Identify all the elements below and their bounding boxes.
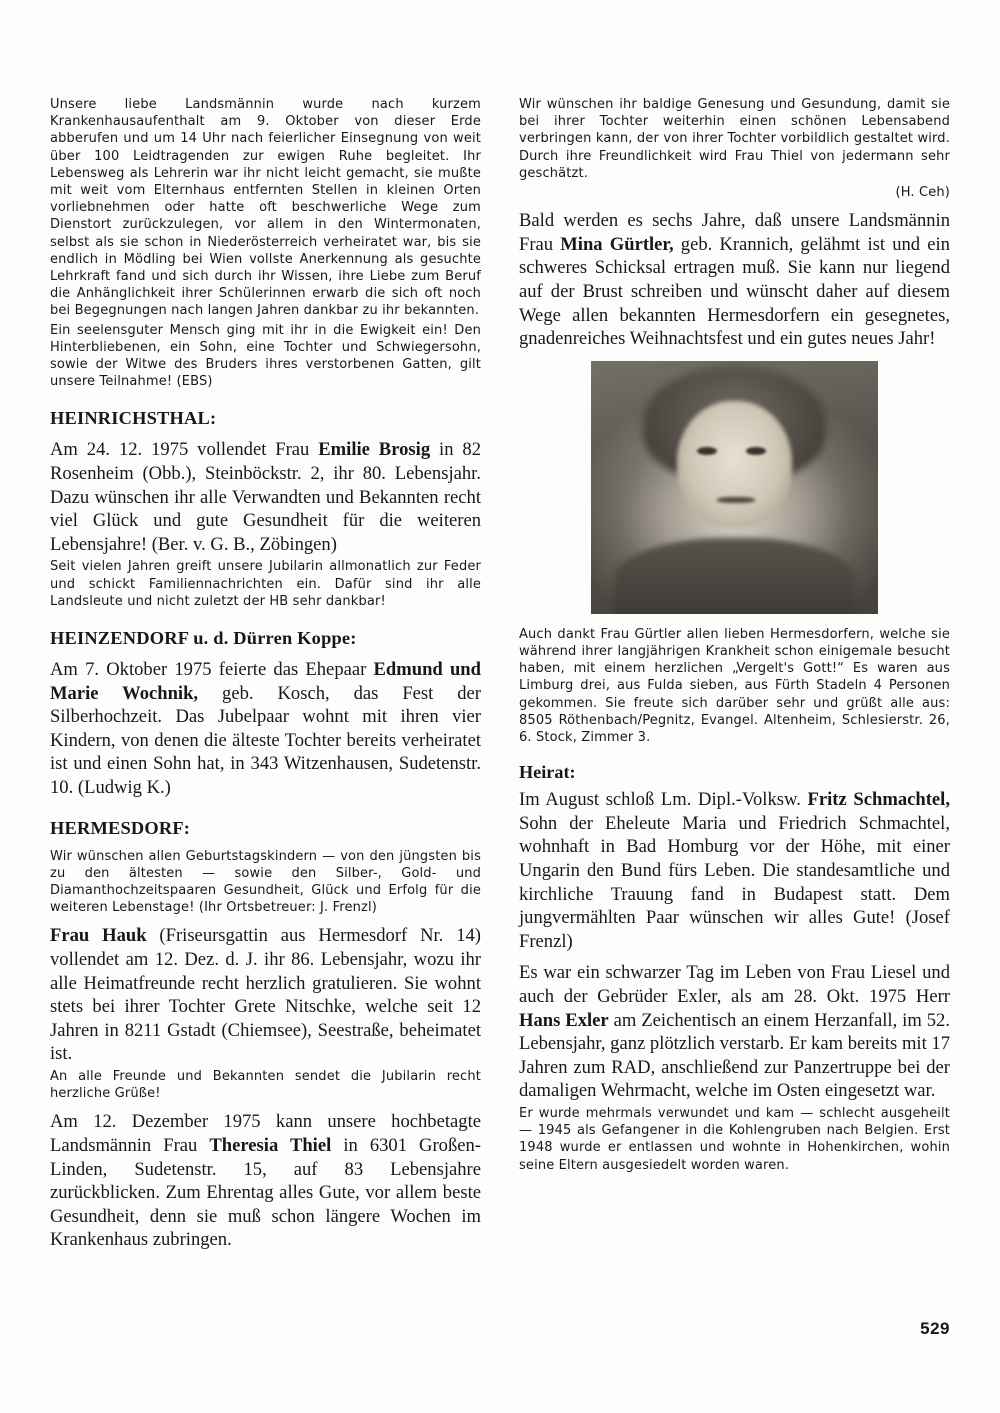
hauk-text: (Friseursgattin aus Hermesdorf Nr. 14) vollendet am 12. Dez. d. J. ihr 86. Lebensjahr, wozu ihr alle Heimatfreunde recht herzlich gratulieren. Sie wohnt stets bei ihrer Tochter Grete Nitschke, welche seit 12 Jahren in 8211 Gstadt (Chiemsee), Seestraße, beheimatet ist. xyxy=(50,925,481,1065)
guertler-note: Auch dankt Frau Gürtler allen lieben Hermesdorfern, welche sie während ihrer langjährigen Krankheit schon einigemale besucht haben, mit einem herzlichen „Vergelt's Gott!“ Es waren aus Limburg drei, aus Fulda sieben, aus Fürth Stadeln 4 Personen gekommen. Sie freute sich darüber sehr und grüßt alle aus: 8505 Röthenbach/Pegnitz, Evangel. Altenheim, Schlesierstr. 26, 6. Stock, Zimmer 3. xyxy=(519,626,950,745)
thiel-paragraph xyxy=(50,1110,481,1252)
brosig-name: Emilie Brosig xyxy=(318,439,431,461)
brosig-text-after: in 82 Rosenheim (Obb.), Steinböckstr. 2, ihr 80. Lebensjahr. Dazu wünschen ihr alle Verwandten und Bekannten recht viel Glück und gute Gesundheit für die weiteren Lebensjahre! (Ber. v. G. B., Zöbingen) xyxy=(50,439,481,555)
wochnik-paragraph xyxy=(50,658,481,800)
exler-name: Hans Exler xyxy=(519,1009,609,1031)
thiel-text-before: Am 12. Dezember 1975 kann unsere hochbetagte Landsmännin Frau xyxy=(50,1111,481,1156)
thiel-signature: (H. Ceh) xyxy=(895,185,950,201)
obituary-intro-paragraph: Unsere liebe Landsmännin wurde nach kurzem Krankenhausaufenthalt am 9. Oktober von dieser Erde abberufen und um 14 Uhr nach feierlicher Einsegnung von weit über 100 Leidtragenden zur ewigen Ruhe begleitet. Ihr Lebensweg als Lehrerin war ihr nicht leicht gemacht, sie mußte mit weit vom Elternhaus entfernten Stellen in kleinen Orten vorliebnehmen oder hatte oft beschwerliche Wege zum Dienstort zurückzulegen, vor allem in den Wintermonaten, selbst als sie schon in Niederösterreich verheiratet war, bis sie endlich in Mödling bei Wien vollste Anerkennung als gesuchte Lehrkraft fand und sich durch ihr Wissen, ihre Liebe zum Beruf die Anhänglichkeit ihrer Schülerinnen erwarb die sich oft noch bei Begegnungen nach langen Jahren dankbar zu ihr bekannten. xyxy=(50,97,481,319)
section-heading-heinrichsthal: HEINRICHSTHAL: xyxy=(50,408,217,429)
two-column-body xyxy=(50,96,950,1254)
thiel-text-after: in 6301 Großen-Linden, Sudetenstr. 15, auf 83 Lebensjahre zurückblicken. Zum Ehrentag alles Gute, vor allem beste Gesundheit, denn sie muß schon längere Wochen im Krankenhaus zubringen. xyxy=(50,1134,481,1251)
exler-note: Er wurde mehrmals verwundet und kam — schlecht ausgeheilt — 1945 als Gefangener in die Kohlengruben nach Belgien. Erst 1948 wurde er entlassen und wohnte in Hohenkirchen, wohin seine Eltern ausgesiedelt worden waren. xyxy=(519,1105,950,1173)
thiel-name: Theresia Thiel xyxy=(209,1134,332,1156)
obituary-close-paragraph: Ein seelensguter Mensch ging mit ihr in die Ewigkeit ein! Den Hinterbliebenen, ein Sohn, eine Tochter und Schwiegersohn, sowie der Witwe des Bruders ihres verstorbenen Gatten, gilt unsere Teilnahme! (EBS) xyxy=(50,322,481,390)
hauk-paragraph xyxy=(50,924,481,1066)
page-number: 529 xyxy=(920,1319,950,1338)
photo-halftone-grain xyxy=(591,361,878,614)
wochnik-text-before: Am 7. Oktober 1975 feierte das Ehepaar xyxy=(50,659,374,681)
wochnik-text-after: geb. Kosch, das Fest der Silberhochzeit. Das Jubelpaar wohnt mit ihren vier Kindern, von denen die älteste Tochter bereits verheiratet ist und einen Sohn hat, in 343 Witzenhausen, Sudetenstr. 10. (Ludwig K.) xyxy=(50,682,481,798)
guertler-text-mid: geb. Krannich, gelähmt ist und ein schweres Schicksal ertragen muß. Sie kann nur liegend auf der Brust schreiben und wünscht daher auf diesem Wege allen bekannten Hermesdorfern ein gesegnetes, gnadenreiches Weihnachtsfest und ein gutes neues Jahr! xyxy=(519,233,950,350)
guertler-text-before: Bald werden es sechs Jahre, daß unsere Landsmännin Frau xyxy=(519,210,950,255)
section-heading-heinzendorf: HEINZENDORF u. d. Dürren Koppe: xyxy=(50,628,357,649)
thiel-wish-paragraph: Wir wünschen ihr baldige Genesung und Gesundung, damit sie bei ihrer Tochter weiterhin einen schönen Lebensabend verbringen kann, der von ihrer Tochter vorbildlich gestaltet wird. Durch ihre Freundlichkeit wird Frau Thiel von jedermann sehr geschätzt. xyxy=(519,97,950,181)
brosig-note: Seit vielen Jahren greift unsere Jubilarin allmonatlich zur Feder und schickt Familiennachrichten ein. Dafür sind ihr alle Landsleute und nicht zuletzt der HB sehr dankbar! xyxy=(50,559,481,609)
heirat-paragraph xyxy=(519,788,950,953)
portrait-photo-mina-guertler xyxy=(591,361,878,614)
guertler-name: Mina Gürtler, xyxy=(560,233,674,255)
heirat-name: Fritz Schmachtel, xyxy=(807,789,950,811)
section-heading-heirat: Heirat: xyxy=(519,762,576,783)
section-heading-hermesdorf: HERMESDORF: xyxy=(50,817,191,838)
wochnik-name: Edmund und Marie Wochnik, xyxy=(50,659,481,704)
exler-paragraph xyxy=(519,961,950,1103)
brosig-text-before: Am 24. 12. 1975 vollendet Frau xyxy=(50,439,319,461)
hauk-name: Frau Hauk xyxy=(50,925,147,947)
exler-text-before: Es war ein schwarzer Tag im Leben von Frau Liesel und auch der Gebrüder Exler, als am 28. Okt. 1975 Herr xyxy=(519,962,950,1007)
guertler-paragraph-before xyxy=(519,209,950,351)
exler-text-after: am Zeichentisch an einem Herzanfall, im 52. Lebensjahr, ganz plötzlich verstarb. Er kam bereits mit 17 Jahren zum RAD, anschließend zur Panzertruppe bei der damaligen Wehrmacht, welche im Osten eingesetzt war. xyxy=(519,1009,951,1102)
right-column xyxy=(519,96,950,1254)
portrait-photo-container xyxy=(519,361,950,614)
hermesdorf-note: Wir wünschen allen Geburtstagskindern — von den jüngsten bis zu den ältesten — sowie den Silber-, Gold- und Diamanthochzeitspaaren Gesundheit, Glück und Erfolg für die weiteren Lebenstage! (Ihr Ortsbetreuer: J. Frenzl) xyxy=(50,848,481,916)
hauk-note: An alle Freunde und Bekannten sendet die Jubilarin recht herzliche Grüße! xyxy=(50,1068,481,1102)
brosig-paragraph xyxy=(50,438,481,556)
left-column xyxy=(50,96,481,1254)
heirat-text-before: Im August schloß Lm. Dipl.-Volksw. xyxy=(519,789,808,811)
heirat-text-after: Sohn der Eheleute Maria und Friedrich Schmachtel, wohnhaft in Bad Homburg vor der Höhe, mit einer Ungarin den Bund fürs Leben. Die standesamtliche und kirchliche Trauung fand in Budapest statt. Dem jungvermählten Paar wünschen wir alles Gute! (Josef Frenzl) xyxy=(519,812,950,952)
